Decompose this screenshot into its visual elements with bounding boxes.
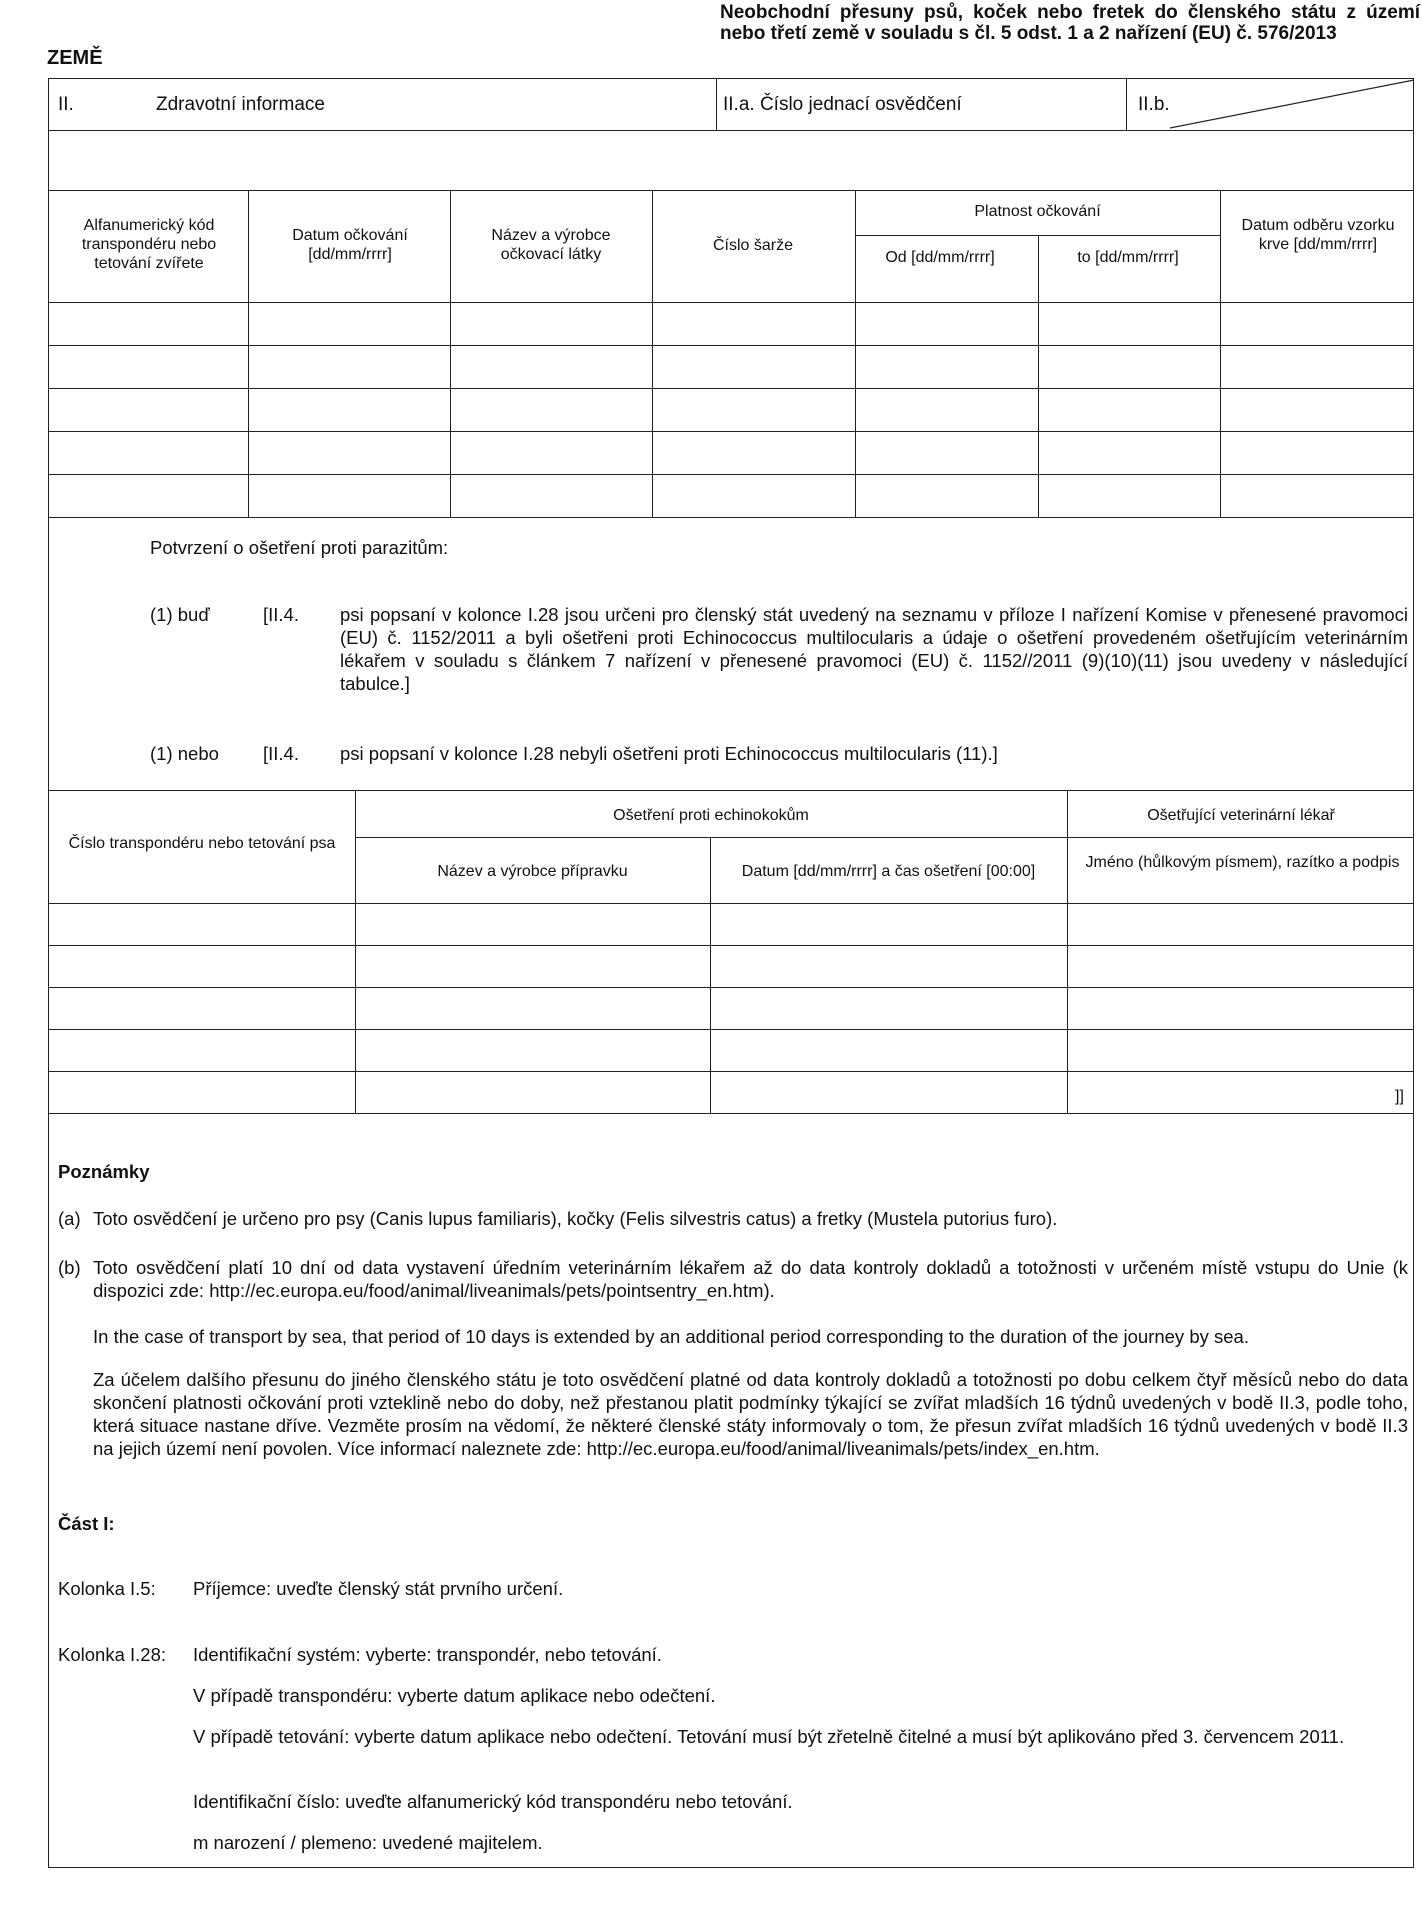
- section-iib-label: II.b.: [1138, 94, 1170, 115]
- country-heading: ZEMĚ: [47, 47, 103, 69]
- certificate-title: Neobchodní přesuny psů, koček nebo fretek do členského státu z území nebo třetí země v souladu s čl. 5 odst. 1 a 2 nařízení (EU) č. 576/2013: [720, 2, 1420, 44]
- box-i28-id-number: Identifikační číslo: uveďte alfanumerický kód transpondéru nebo tetování.: [193, 1791, 793, 1812]
- section-number: II.: [58, 94, 74, 115]
- note-b-label: (b): [58, 1257, 81, 1278]
- note-b-text: Toto osvědčení platí 10 dní od data vystavení úředním veterinárním lékařem až do data kontroly dokladů a totožnosti v určeném místě vstupu do Unie (k dispozici zde: http://ec.europa.eu/food/animal/liveanimals/pets/pointsentry_en.htm).: [93, 1257, 1408, 1301]
- option-or-mark: (1) nebo: [150, 743, 219, 764]
- col-header-animal-id: Alfanumerický kód transpondéru nebo tetování zvířete: [81, 217, 217, 272]
- col-header-batch-number: Číslo šarže: [712, 237, 794, 254]
- col-header-vet-signature: Jméno (hůlkovým písmem), razítko a podpis: [1085, 854, 1400, 871]
- col-header-valid-to: to [dd/mm/rrrr]: [1077, 249, 1179, 266]
- part-i-heading: Část I:: [58, 1513, 115, 1534]
- col-header-vet: Ošetřující veterinární lékař: [1147, 807, 1335, 824]
- col-header-vaccine-name: Název a výrobce očkovací látky: [491, 227, 611, 263]
- option-either-mark: (1) buď: [150, 604, 210, 625]
- col-header-treatment: Ošetření proti echinokokům: [613, 807, 809, 824]
- option-or-text: psi popsaní v kolonce I.28 nebyli ošetřeni proti Echinococcus multilocularis (11).]: [340, 743, 998, 764]
- option-or-ref: [II.4.: [263, 743, 299, 764]
- notes-heading: Poznámky: [58, 1161, 150, 1182]
- box-i28-text: Identifikační systém: vyberte: transpondér, nebo tetování.: [193, 1644, 662, 1665]
- divider: [1126, 78, 1127, 130]
- note-b-sea: In the case of transport by sea, that period of 10 days is extended by an additional period corresponding to the duration of the journey by sea.: [93, 1326, 1249, 1347]
- col-header-product: Název a výrobce přípravku: [437, 863, 628, 880]
- divider: [48, 130, 1414, 131]
- section-title: Zdravotní informace: [156, 94, 325, 115]
- col-header-blood-sample-date: Datum odběru vzorku krve [dd/mm/rrrr]: [1241, 217, 1395, 253]
- box-i5-text: Příjemce: uveďte členský stát prvního určení.: [193, 1578, 564, 1599]
- note-a-text: Toto osvědčení je určeno pro psy (Canis lupus familiaris), kočky (Felis silvestris catus) a fretky (Mustela putorius furo).: [93, 1208, 1058, 1229]
- parasite-heading: Potvrzení o ošetření proti parazitům:: [150, 537, 449, 558]
- col-header-treatment-datetime: Datum [dd/mm/rrrr] a čas ošetření [00:00]: [741, 863, 1036, 880]
- box-i5-label: Kolonka I.5:: [58, 1578, 156, 1599]
- note-b-further: Za účelem dalšího přesunu do jiného členského státu je toto osvědčení platné od data kontroly dokladů a totožnosti po dobu celkem čtyř měsíců nebo do data skončení platnosti očkování proti vzteklině nebo do doby, než přestanou platit podmínky týkající se zvířat mladších 16 týdnů uvedených v bodě II.3, podle toho, která situace nastane dříve. Vezměte prosím na vědomí, že některé členské státy informovaly o tom, že přesun zvířat mladších 16 týdnů uvedených v bodě II.3 na jejich území není povolen. Více informací naleznete zde: http://ec.europa.eu/food/animal/liveanimals/pets/index_en.htm.: [93, 1369, 1408, 1459]
- col-header-dog-id: Číslo transpondéru nebo tetování psa: [68, 835, 336, 852]
- divider: [716, 78, 717, 130]
- box-i28-transponder: V případě transpondéru: vyberte datum aplikace nebo odečtení.: [193, 1685, 716, 1706]
- box-i28-birth: m narození / plemeno: uvedené majitelem.: [193, 1832, 543, 1853]
- box-i28-tattoo: V případě tetování: vyberte datum aplikace nebo odečtení. Tetování musí být zřetelně čitelné a musí být aplikováno před 3. červencem 2011.: [193, 1726, 1345, 1747]
- closing-brackets: ]]: [1395, 1088, 1404, 1105]
- box-i28-label: Kolonka I.28:: [58, 1644, 166, 1665]
- col-header-valid-from: Od [dd/mm/rrrr]: [885, 249, 995, 266]
- option-either-ref: [II.4.: [263, 604, 299, 625]
- note-a-label: (a): [58, 1208, 81, 1229]
- reference-number-field[interactable]: II.a. Číslo jednací osvědčení: [723, 94, 962, 115]
- strike-line: [1160, 78, 1414, 130]
- col-header-vaccination-date: Datum očkování [dd/mm/rrrr]: [292, 227, 408, 263]
- col-header-validity: Platnost očkování: [974, 203, 1101, 220]
- option-either-text: psi popsaní v kolonce I.28 jsou určeni pro členský stát uvedený na seznamu v příloze I nařízení Komise v přenesené pravomoci (EU) č. 1152/2011 a byli ošetřeni proti Echinococcus multilocularis a údaje o ošetření provedeném ošetřujícím veterinárním lékařem v souladu s článkem 7 nařízení v přenesené pravomoci (EU) č. 1152//2011 (9)(10)(11) jsou uvedeny v následující tabulce.]: [340, 604, 1408, 694]
